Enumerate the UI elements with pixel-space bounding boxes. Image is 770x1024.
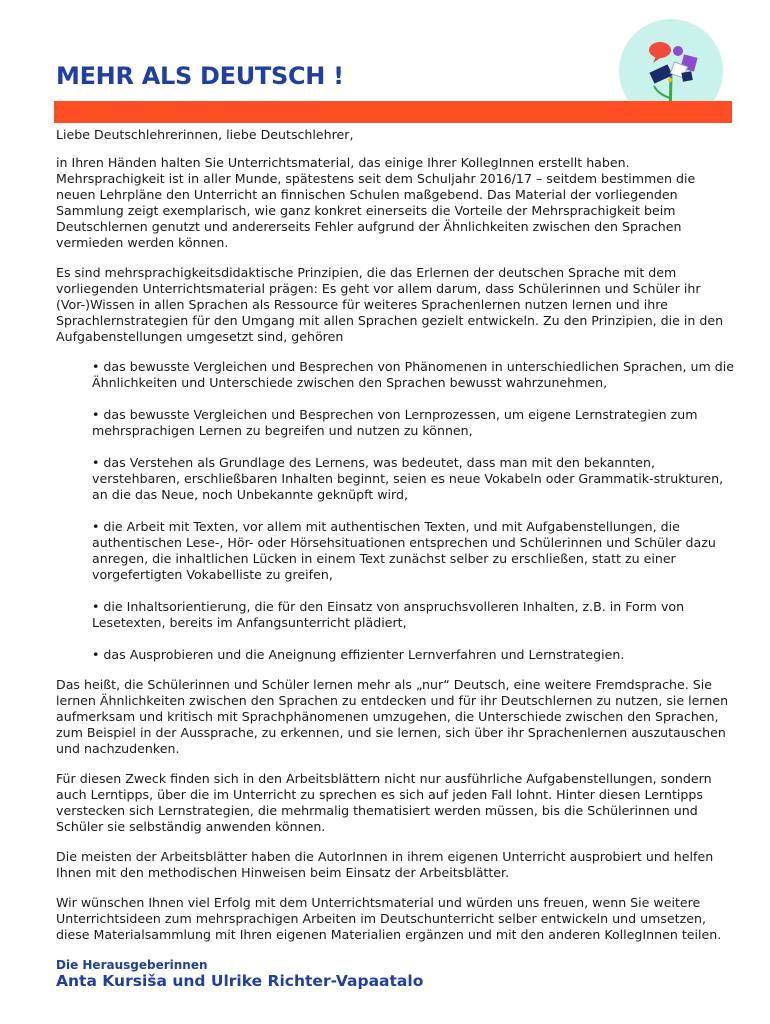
principles-intro-paragraph: Es sind mehrsprachigkeitsdidaktische Prinzipien, die das Erlernen der deutschen Sprache mit dem vorliegenden Unterrichtsmaterial prägen: Es geht vor allem darum, dass Schülerinnen und Schüler ihr (Vor-)Wissen in allen Sprachen als Ressource für weiteres Sprachenlernen nutzen lernen und ihre Sprachlernstrategien für den Umgang mit allen Sprachen gezielt entwickeln. Zu den Prinzipien, die in den Aufgabenstellungen umgesetzt sind, gehören — [56, 265, 724, 344]
list-item: • die Arbeit mit Texten, vor allem mit authentischen Texten, und mit Aufgabenstellungen, die authentischen Lese-, Hör- oder Hörsehsituationen entsprechen und Schülerinnen und Schüler dazu anregen, die inhaltlichen Lücken in einem Text zunächst selber zu erschließen, statt zu einer vorgefertigten Vokabelliste zu greifen, — [92, 519, 716, 582]
list-item: • die Inhaltsorientierung, die für den Einsatz von anspruchsvolleren Inhalten, z.B. in Form von Lesetexten, bereits im Anfangsunterricht plädiert, — [92, 599, 685, 630]
signoff — [56, 957, 736, 989]
intro-paragraph: in Ihren Händen halten Sie Unterrichtsmaterial, das einige Ihrer KollegInnen erstellt haben. Mehrsprachigkeit ist in aller Munde, spätestens seit dem Schuljahr 2016/17 – seitdem bestimmen die neuen Lehrpläne den Unterricht an finnischen Schulen maßgebend. Das Material der vorliegenden Sammlung zeigt exemplarisch, wie ganz konkret einerseits die Vorteile der Mehrsprachigkeit beim Deutschlernen genutzt und andererseits Fehler aufgrund der Ähnlichkeiten zwischen den Sprachen vermieden werden können. — [56, 155, 696, 250]
list-item: • das Verstehen als Grundlage des Lernens, was bedeutet, dass man mit den bekannten, verstehbaren, erschließbaren Inhalten beginnt, seien es neue Vokabeln oder Grammatik-strukturen, an die das Neue, noch Unbekannte geknüpft wird, — [92, 455, 724, 502]
list-item: • das bewusste Vergleichen und Besprechen von Lernprozessen, um eigene Lernstrategien zum mehrsprachigen Lernen zu begreifen und nutzen zu können, — [92, 407, 698, 438]
greeting: Liebe Deutschlehrerinnen, liebe Deutschlehrer, — [56, 127, 354, 142]
letter-body — [56, 127, 736, 989]
body-paragraph: Das heißt, die Schülerinnen und Schüler lernen mehr als „nur“ Deutsch, eine weitere Fremdsprache. Sie lernen Ähnlichkeiten zwischen den Sprachen zu entdecken und für ihr Deutschlernen zu nutzen, sie lernen aufmerksam und kritisch mit Sprachphänomenen umzugehen, die Unterschiede zwischen den Sprachen, zum Beispiel in der Aussprache, zu erkennen, und sie lernen, sich über ihr Sprachenlernen auszutauschen und nachzudenken. — [56, 677, 729, 756]
body-paragraph: Für diesen Zweck finden sich in den Arbeitsblättern nicht nur ausführliche Aufgabenstellungen, sondern auch Lerntipps, über die im Unterricht zu sprechen es sich auf jeden Fall lohnt. Hinter diesen Lerntipps verstecken sich Lernstrategien, die mehrmalig thematisiert werden müssen, bis die Schülerinnen und Schüler sie selbständig anwenden können. — [56, 771, 712, 834]
list-item: • das Ausprobieren und die Aneignung effizienter Lernverfahren und Lernstrategien. — [92, 647, 625, 662]
list-item: • das bewusste Vergleichen und Besprechen von Phänomenen in unterschiedlichen Sprachen, um die Ähnlichkeiten und Unterschiede zwischen den Sprachen bewusst wahrzunehmen, — [92, 359, 734, 390]
signoff-names: Anta Kursiša und Ulrike Richter-Vapaatalo — [56, 972, 424, 990]
signoff-label: Die Herausgeberinnen — [56, 958, 208, 972]
body-paragraph: Die meisten der Arbeitsblätter haben die AutorInnen in ihrem eigenen Unterricht ausprobiert und helfen Ihnen mit den methodischen Hinweisen beim Einsatz der Arbeitsblätter. — [56, 849, 714, 880]
principles-list — [56, 359, 736, 663]
accent-bar — [54, 101, 732, 123]
body-paragraph: Wir wünschen Ihnen viel Erfolg mit dem Unterrichtsmaterial und würden uns freuen, wenn Sie weitere Unterrichtsideen zum mehrsprachigen Arbeiten im Deutschunterricht selber entwickeln und umsetzen, diese Materialsammlung mit Ihren eigenen Materialien ergänzen und mit den anderen KollegInnen teilen. — [56, 895, 722, 942]
page-title: MEHR ALS DEUTSCH ! — [56, 62, 344, 90]
